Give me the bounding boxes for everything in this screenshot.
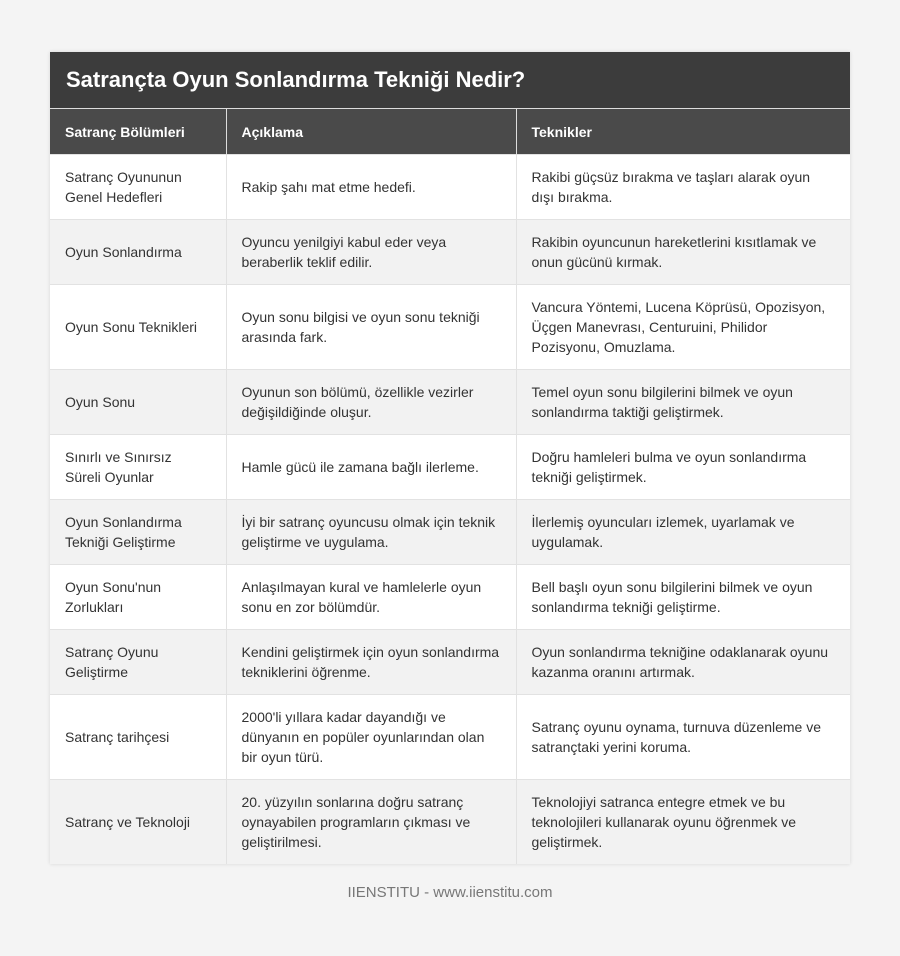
cell-section: Oyun Sonlandırma Tekniği Geliştirme — [50, 500, 226, 565]
cell-description: Anlaşılmayan kural ve hamlelerle oyun sonu en zor bölümdür. — [226, 565, 516, 630]
cell-section: Sınırlı ve Sınırsız Süreli Oyunlar — [50, 435, 226, 500]
cell-section: Oyun Sonlandırma — [50, 220, 226, 285]
table-card — [50, 52, 850, 864]
cell-description: Oyuncu yenilgiyi kabul eder veya beraberlik teklif edilir. — [226, 220, 516, 285]
cell-techniques: Vancura Yöntemi, Lucena Köprüsü, Opozisyon, Üçgen Manevrası, Centuruini, Philidor Pozisyonu, Omuzlama. — [516, 285, 850, 370]
cell-section: Oyun Sonu — [50, 370, 226, 435]
header-row — [50, 109, 850, 155]
cell-section: Oyun Sonu Teknikleri — [50, 285, 226, 370]
cell-techniques: Bell başlı oyun sonu bilgilerini bilmek ve oyun sonlandırma tekniği geliştirme. — [516, 565, 850, 630]
data-table — [50, 108, 850, 864]
cell-techniques: İlerlemiş oyuncuları izlemek, uyarlamak ve uygulamak. — [516, 500, 850, 565]
column-header: Satranç Bölümleri — [50, 109, 226, 155]
cell-description: Kendini geliştirmek için oyun sonlandırma tekniklerini öğrenme. — [226, 630, 516, 695]
column-header: Teknikler — [516, 109, 850, 155]
table-row — [50, 285, 850, 370]
cell-section: Oyun Sonu'nun Zorlukları — [50, 565, 226, 630]
table-row — [50, 500, 850, 565]
table-row — [50, 565, 850, 630]
cell-description: 2000'li yıllara kadar dayandığı ve dünyanın en popüler oyunlarından olan bir oyun türü. — [226, 695, 516, 780]
cell-description: İyi bir satranç oyuncusu olmak için teknik geliştirme ve uygulama. — [226, 500, 516, 565]
table-row — [50, 630, 850, 695]
table-row — [50, 780, 850, 865]
cell-section: Satranç Oyunu Geliştirme — [50, 630, 226, 695]
table-row — [50, 435, 850, 500]
cell-description: 20. yüzyılın sonlarına doğru satranç oynayabilen programların çıkması ve geliştirilmesi. — [226, 780, 516, 865]
cell-techniques: Rakibin oyuncunun hareketlerini kısıtlamak ve onun gücünü kırmak. — [516, 220, 850, 285]
cell-description: Oyunun son bölümü, özellikle vezirler değişildiğinde oluşur. — [226, 370, 516, 435]
cell-techniques: Rakibi güçsüz bırakma ve taşları alarak oyun dışı bırakma. — [516, 155, 850, 220]
column-header: Açıklama — [226, 109, 516, 155]
cell-description: Rakip şahı mat etme hedefi. — [226, 155, 516, 220]
table-row — [50, 155, 850, 220]
cell-techniques: Oyun sonlandırma tekniğine odaklanarak oyunu kazanma oranını artırmak. — [516, 630, 850, 695]
table-row — [50, 220, 850, 285]
cell-techniques: Temel oyun sonu bilgilerini bilmek ve oyun sonlandırma taktiği geliştirmek. — [516, 370, 850, 435]
cell-description: Oyun sonu bilgisi ve oyun sonu tekniği arasında fark. — [226, 285, 516, 370]
cell-description: Hamle gücü ile zamana bağlı ilerleme. — [226, 435, 516, 500]
table-row — [50, 370, 850, 435]
cell-techniques: Doğru hamleleri bulma ve oyun sonlandırma tekniği geliştirmek. — [516, 435, 850, 500]
cell-techniques: Satranç oyunu oynama, turnuva düzenleme ve satrançtaki yerini koruma. — [516, 695, 850, 780]
cell-section: Satranç ve Teknoloji — [50, 780, 226, 865]
cell-section: Satranç tarihçesi — [50, 695, 226, 780]
table-row — [50, 695, 850, 780]
table-title: Satrançta Oyun Sonlandırma Tekniği Nedir? — [50, 52, 850, 108]
cell-techniques: Teknolojiyi satranca entegre etmek ve bu teknolojileri kullanarak oyunu öğrenmek ve geliştirmek. — [516, 780, 850, 865]
footer-credit: IIENSTITU - www.iienstitu.com — [347, 884, 553, 901]
cell-section: Satranç Oyununun Genel Hedefleri — [50, 155, 226, 220]
